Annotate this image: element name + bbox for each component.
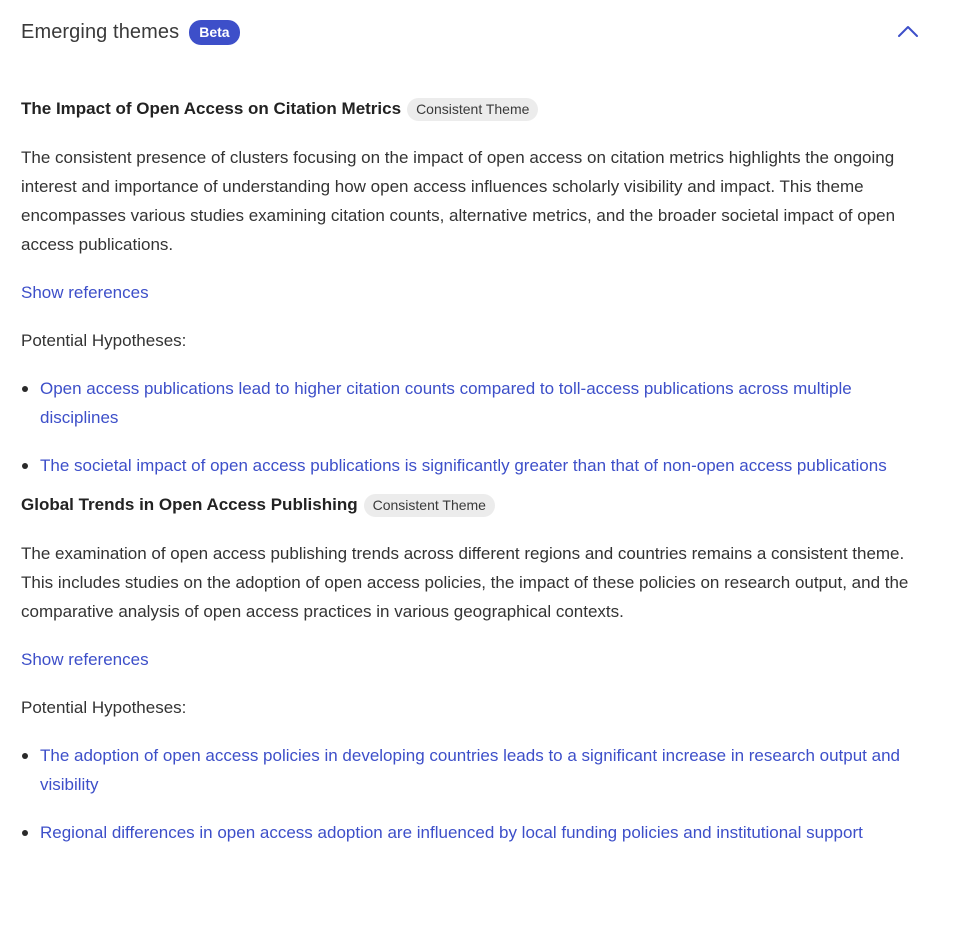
theme-tag: Consistent Theme: [407, 98, 538, 121]
theme-card: [21, 492, 921, 847]
theme-description: The examination of open access publishing trends across different regions and countries remains a consistent theme. This includes studies on the adoption of open access policies, the impact of these policies on research output, and the comparative analysis of open access practices in various geographical contexts.: [21, 544, 909, 621]
show-references-link[interactable]: Show references: [21, 650, 149, 669]
hypotheses-label: Potential Hypotheses:: [21, 698, 187, 717]
chevron-up-icon: [896, 20, 920, 44]
theme-title-row: [21, 492, 921, 518]
beta-badge: Beta: [189, 20, 239, 45]
hypothesis-link[interactable]: The adoption of open access policies in developing countries leads to a significant increase in research output and visibility: [21, 741, 900, 799]
hypothesis-link[interactable]: Regional differences in open access adoption are influenced by local funding policies and institutional support: [21, 818, 900, 847]
hypotheses-list: [21, 741, 921, 847]
theme-title: Global Trends in Open Access Publishing: [21, 495, 358, 514]
hypothesis-link[interactable]: The societal impact of open access publications is significantly greater than that of non-open access publications: [21, 451, 900, 480]
hypotheses-list: [21, 374, 921, 480]
themes-content: [21, 96, 921, 866]
theme-title: The Impact of Open Access on Citation Metrics: [21, 99, 402, 118]
hypothesis-link[interactable]: Open access publications lead to higher citation counts compared to toll-access publications across multiple disciplines: [21, 374, 900, 432]
hypotheses-label: Potential Hypotheses:: [21, 331, 187, 350]
theme-description: The consistent presence of clusters focusing on the impact of open access on citation metrics highlights the ongoing interest and importance of understanding how open access influences scholarly visibility and impact. This theme encompasses various studies examining citation counts, alternative metrics, and the broader societal impact of open access publications.: [21, 148, 896, 254]
theme-card: [21, 96, 921, 480]
panel-title: Emerging themes: [21, 20, 180, 43]
panel-header: [21, 14, 921, 50]
theme-tag: Consistent Theme: [364, 494, 495, 517]
show-references-link[interactable]: Show references: [21, 283, 149, 302]
theme-title-row: [21, 96, 921, 122]
collapse-button[interactable]: [896, 20, 920, 44]
